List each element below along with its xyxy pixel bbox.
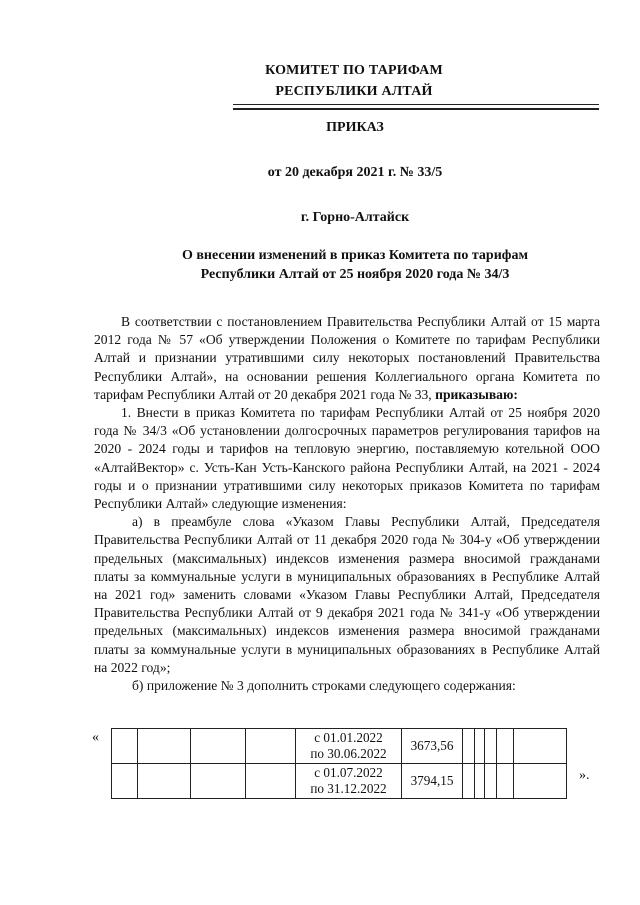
document-type: ПРИКАЗ xyxy=(326,120,384,135)
item-1-paragraph: 1. Внести в приказ Комитета по тарифам Республики Алтай от 25 ноября 2020 года № 34/3 «Об установлении долгосрочных параметров регулирования тарифов на 2020 - 2024 годы и тарифов на тепловую энергию, поставляемую котельной ООО «АлтайВектор» с. Усть-Кан Усть-Канского района Республики Алтай, на 2021 - 2024 годы и о признании утратившими силу некоторых приказов Комитета по тарифам Республики Алтай» следующие изменения: xyxy=(94,405,600,512)
table-row xyxy=(112,729,567,764)
header-rule-thin xyxy=(233,104,599,105)
table-row xyxy=(112,764,567,799)
document-date-number: от 20 декабря 2021 г. № 33/5 xyxy=(267,165,443,180)
period-cell xyxy=(296,729,402,764)
preamble-paragraph xyxy=(94,313,600,404)
period-from: с 01.07.2022 xyxy=(314,765,383,780)
document-subject xyxy=(90,246,620,284)
period-to: по 30.06.2022 xyxy=(310,746,387,761)
tariff-value: 3673,56 xyxy=(402,729,463,764)
table-close-quote: ». xyxy=(579,768,590,783)
document-body xyxy=(94,313,600,695)
period-cell xyxy=(296,764,402,799)
table-open-quote: « xyxy=(92,730,99,745)
order-word: приказываю: xyxy=(435,386,518,402)
organization-name-line1: КОМИТЕТ ПО ТАРИФАМ xyxy=(265,63,443,78)
inserted-rows-table xyxy=(111,728,567,799)
preamble-text: В соответствии с постановлением Правительства Республики Алтай от 15 марта 2012 года № 57 «Об утверждении Положения о Комитете по тарифам Республики Алтай и признании утратившими силу некоторых постановлений Правительства Республики Алтай», на основании решения Коллегиального органа Комитета по тарифам Республики Алтай от 20 декабря 2021 года № 33, xyxy=(94,314,600,402)
subject-line-2: Республики Алтай от 25 ноября 2020 года № 34/3 xyxy=(200,267,510,282)
document-city: г. Горно-Алтайск xyxy=(300,210,410,225)
organization-name-line2: РЕСПУБЛИКИ АЛТАЙ xyxy=(275,84,433,99)
header-rule-thick xyxy=(233,108,599,110)
item-a-paragraph: а) в преамбуле слова «Указом Главы Республики Алтай, Председателя Правительства Республики Алтай от 11 декабря 2020 года № 304-у «Об утверждении предельных (максимальных) индексов изменения размера вносимой гражданами платы за коммунальные услуги в муниципальных образованиях в Республике Алтай на 2021 год» заменить словами «Указом Главы Республики Алтай, Председателя Правительства Республики Алтай от 9 декабря 2021 года № 341-у «Об утверждении предельных (максимальных) индексов изменения размера вносимой гражданами платы за коммунальные услуги в муниципальных образованиях в Республике Алтай на 2022 год»; xyxy=(94,514,600,675)
period-from: с 01.01.2022 xyxy=(314,730,383,745)
subject-line-1: О внесении изменений в приказ Комитета по тарифам xyxy=(181,248,528,263)
item-b-paragraph: б) приложение № 3 дополнить строками следующего содержания: xyxy=(132,678,516,694)
period-to: по 31.12.2022 xyxy=(310,781,387,796)
tariff-value: 3794,15 xyxy=(402,764,463,799)
